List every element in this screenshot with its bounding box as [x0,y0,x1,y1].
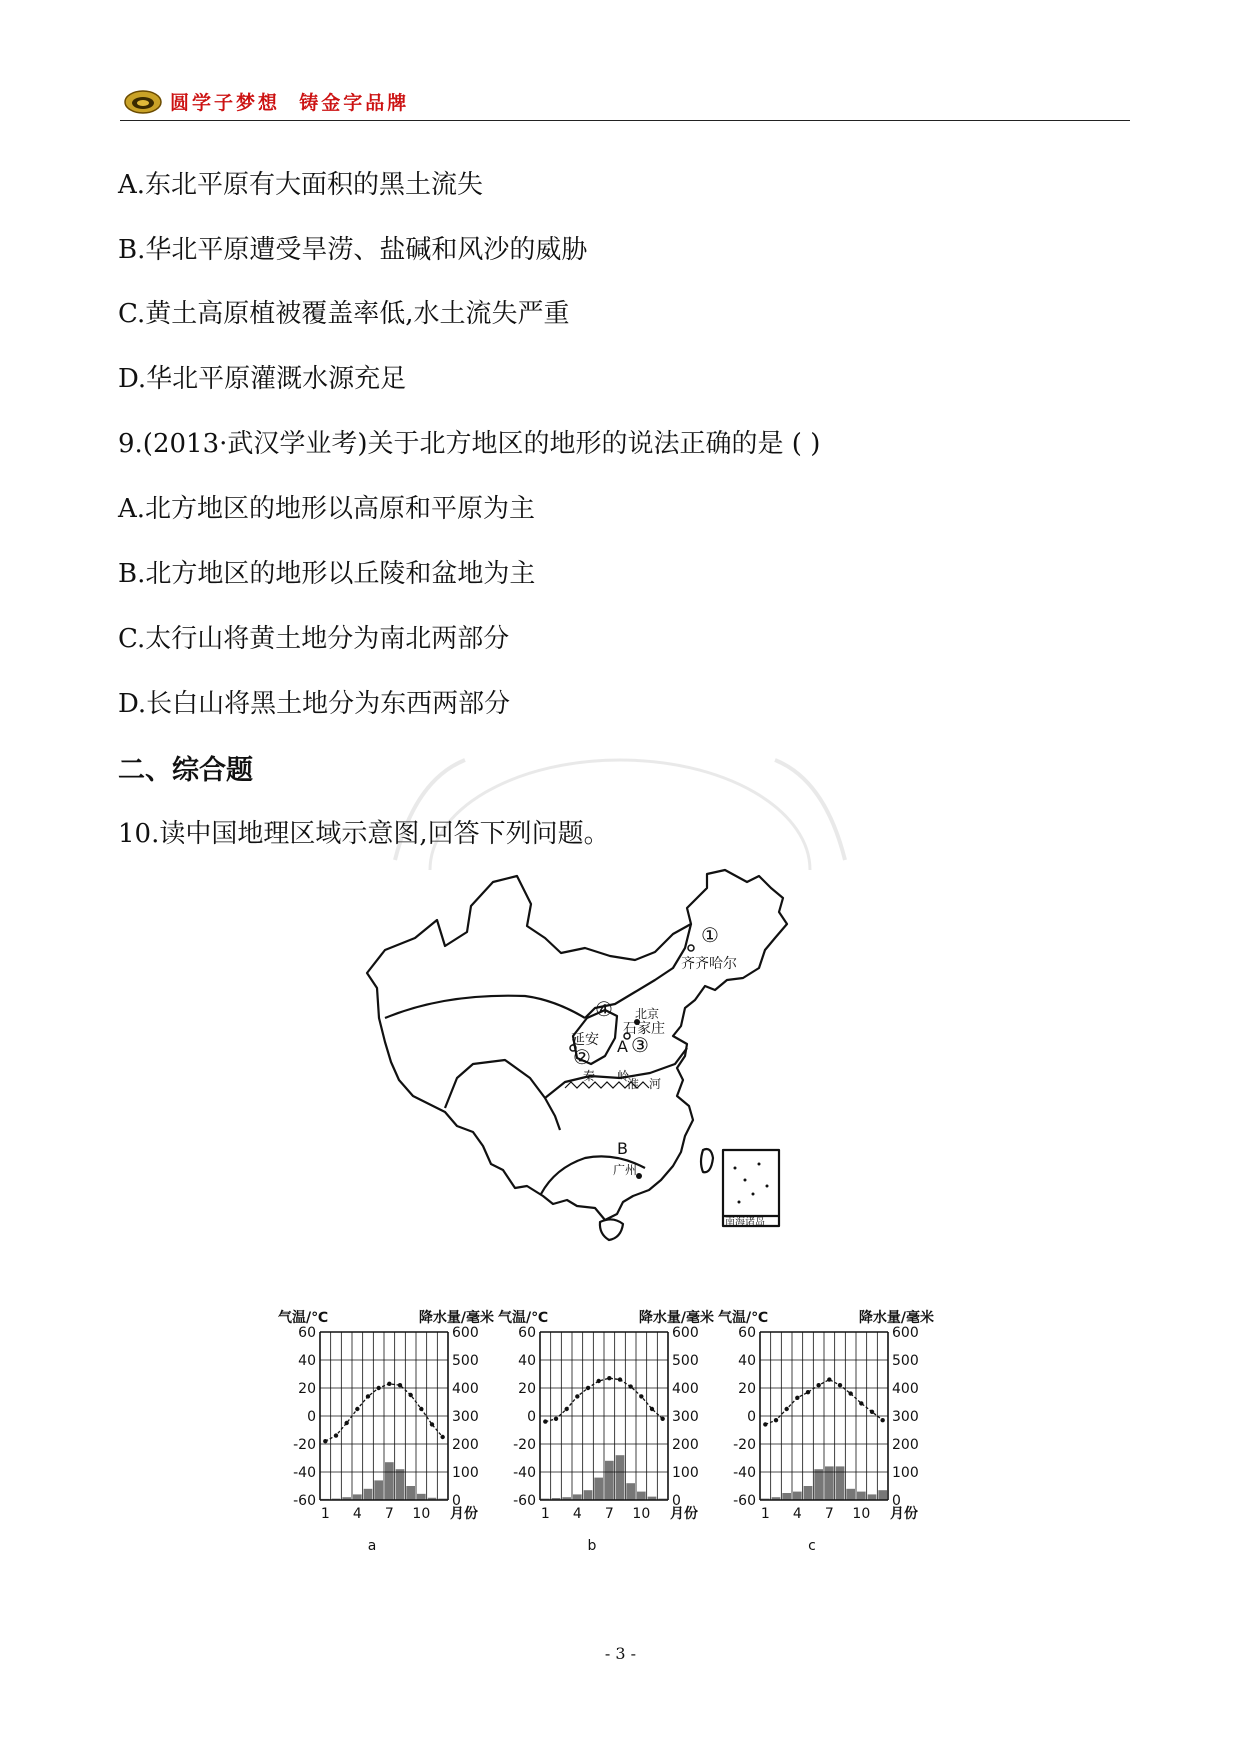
precip-bar [637,1492,646,1500]
month-tick-label: 7 [604,1506,614,1522]
temperature-point [387,1382,391,1386]
precip-bar [584,1490,593,1500]
label-qinling-b: 岭 [617,1069,630,1083]
option-line: A.北方地区的地形以高原和平原为主 [118,494,536,524]
temp-tick-label: -40 [293,1465,316,1481]
precip-tick-label: 400 [452,1381,479,1397]
precip-axis-title: 降水量/毫米 [638,1310,714,1326]
precip-tick-label: 400 [892,1381,919,1397]
precip-tick-label: 100 [672,1465,699,1481]
temp-tick-label: 20 [738,1381,756,1397]
precip-tick-label: 600 [892,1325,919,1341]
precip-axis-title: 降水量/毫米 [858,1310,934,1326]
temp-tick-label: -20 [733,1437,756,1453]
precip-tick-label: 200 [452,1437,479,1453]
month-tick-label: 10 [632,1506,651,1522]
temp-tick-label: 0 [527,1409,536,1425]
header-slogan: 圆学子梦想 铸金字品牌 [170,92,410,114]
precip-tick-label: 400 [672,1381,699,1397]
climate-chart-a [278,1292,498,1562]
precip-bar [353,1494,362,1500]
precip-bar [846,1489,855,1500]
temperature-point [440,1435,444,1439]
section-title: 二、综合题 [118,755,253,786]
marker-1: ① [701,923,719,947]
temperature-point [848,1391,852,1395]
precip-bar [616,1455,625,1500]
page-number: - 3 - [604,1644,637,1663]
temp-axis-title: 气温/℃ [498,1310,549,1326]
precip-axis-title: 降水量/毫米 [418,1310,494,1326]
label-shijiazhuang: 石家庄 [623,1021,665,1037]
temp-tick-label: 40 [298,1353,316,1369]
precip-tick-label: 500 [892,1353,919,1369]
temperature-point [564,1407,568,1411]
precip-tick-label: 0 [892,1493,901,1509]
temperature-point [870,1410,874,1414]
precip-bar [573,1494,582,1500]
temperature-point [816,1383,820,1387]
temperature-point [596,1379,600,1383]
page-header [120,86,1130,121]
precip-bar [857,1492,866,1500]
temp-tick-label: -60 [513,1493,536,1509]
temperature-point [763,1422,767,1426]
temperature-point [806,1390,810,1394]
precip-tick-label: 300 [452,1409,479,1425]
question-10: 10.读中国地理区域示意图,回答下列问题。 [118,819,610,849]
nanhai-inset [723,1150,779,1226]
month-axis-title: 月份 [670,1506,698,1522]
precip-tick-label: 0 [452,1493,461,1509]
marker-2: ② [573,1045,591,1069]
temp-axis-title: 气温/℃ [278,1310,329,1326]
precip-bar [782,1493,791,1500]
temp-tick-label: 40 [738,1353,756,1369]
label-beijing: 北京 [635,1007,660,1021]
precip-bar [385,1462,394,1500]
qinling-huaihe-line [545,1048,687,1098]
temp-tick-label: -60 [733,1493,756,1509]
month-tick-label: 7 [384,1506,394,1522]
temp-tick-label: 60 [298,1325,316,1341]
temperature-point [628,1384,632,1388]
temperature-point [586,1386,590,1390]
temperature-point [430,1422,434,1426]
taiwan-island [701,1149,713,1172]
precip-tick-label: 100 [892,1465,919,1481]
temperature-point [366,1394,370,1398]
precip-tick-label: 500 [452,1353,479,1369]
option-line: D.华北平原灌溉水源充足 [118,364,407,394]
temperature-point [554,1417,558,1421]
temperature-point [323,1439,327,1443]
northwest-boundary [385,996,585,1018]
label-huaihe-b: 河 [649,1077,662,1091]
label-qinling-a: 秦 [583,1069,596,1083]
temperature-point [838,1383,842,1387]
option-line: B.北方地区的地形以丘陵和盆地为主 [118,559,536,589]
precip-bar [836,1466,845,1500]
month-tick-label: 4 [352,1506,362,1522]
precip-tick-label: 300 [672,1409,699,1425]
temp-tick-label: 20 [298,1381,316,1397]
temperature-point [376,1386,380,1390]
temperature-point [543,1419,547,1423]
temperature-point [408,1393,412,1397]
precip-tick-label: 100 [452,1465,479,1481]
temp-tick-label: 0 [747,1409,756,1425]
month-tick-label: 1 [320,1506,330,1522]
precip-bar [605,1461,614,1500]
brand-logo-icon [124,90,162,114]
temp-tick-label: -20 [293,1437,316,1453]
temperature-point [344,1421,348,1425]
temperature-point [334,1433,338,1437]
month-tick-label: 10 [852,1506,871,1522]
month-tick-label: 1 [760,1506,770,1522]
precip-bar [594,1478,603,1500]
precip-bar [793,1492,802,1500]
precip-tick-label: 300 [892,1409,919,1425]
temperature-point [618,1377,622,1381]
temperature-point [419,1407,423,1411]
hainan-island [600,1219,623,1240]
precip-bar [626,1483,635,1500]
precip-bar [364,1489,373,1500]
temperature-point [859,1401,863,1405]
precip-bar [374,1480,383,1500]
qinghai-tibet-boundary [445,1060,560,1130]
precip-bar [804,1486,813,1500]
label-B: B [617,1139,628,1158]
climate-chart-c [718,1292,938,1562]
option-line: A.东北平原有大面积的黑土流失 [118,170,484,200]
temperature-point [784,1407,788,1411]
month-tick-label: 1 [540,1506,550,1522]
option-line: C.太行山将黄土地分为南北两部分 [118,624,510,654]
label-huaihe-a: 淮 [627,1077,640,1091]
label-A: A [617,1037,628,1056]
precip-tick-label: 600 [672,1325,699,1341]
month-tick-label: 4 [792,1506,802,1522]
precip-bar [878,1490,887,1500]
temp-tick-label: -40 [733,1465,756,1481]
temperature-point [774,1418,778,1422]
chart-label: a [367,1538,377,1554]
month-tick-label: 10 [412,1506,431,1522]
temperature-point [795,1396,799,1400]
temperature-point [575,1394,579,1398]
marker-4: ④ [595,997,613,1021]
watermark-icon [355,740,885,870]
temp-tick-label: -20 [513,1437,536,1453]
chart-label: b [587,1538,597,1554]
precip-tick-label: 200 [892,1437,919,1453]
precip-tick-label: 200 [672,1437,699,1453]
temperature-point [880,1418,884,1422]
label-yanan: 延安 [571,1032,599,1048]
temperature-point [607,1376,611,1380]
marker-3: ③ [631,1033,649,1057]
temperature-point [660,1417,664,1421]
option-line: D.长白山将黑土地分为东西两部分 [118,689,511,719]
temp-tick-label: 0 [307,1409,316,1425]
precip-bar [868,1494,877,1500]
temperature-point [398,1383,402,1387]
label-nanhai: 南海诸岛 [725,1217,765,1228]
chart-label: c [808,1538,816,1554]
month-tick-label: 4 [572,1506,582,1522]
precip-bar [814,1469,823,1500]
temp-tick-label: -60 [293,1493,316,1509]
temperature-point [639,1394,643,1398]
china-region-map [355,868,885,1268]
temp-axis-title: 气温/℃ [718,1310,769,1326]
precip-tick-label: 500 [672,1353,699,1369]
temp-tick-label: 20 [518,1381,536,1397]
month-tick-label: 7 [824,1506,834,1522]
precip-bar [417,1494,426,1500]
label-qiqihaer: 齐齐哈尔 [681,956,737,972]
label-guangzhou: 广州 [613,1163,638,1177]
option-line: C.黄土高原植被覆盖率低,水土流失严重 [118,299,570,329]
month-axis-title: 月份 [450,1506,478,1522]
temperature-point [355,1407,359,1411]
precip-bar [825,1466,834,1500]
precip-bar [406,1486,415,1500]
climate-chart-b [498,1292,718,1562]
temp-tick-label: 60 [518,1325,536,1341]
option-line: B.华北平原遭受旱涝、盐碱和风沙的威胁 [118,235,588,265]
precip-bar [396,1469,405,1500]
precip-tick-label: 0 [672,1493,681,1509]
temp-tick-label: 40 [518,1353,536,1369]
temperature-point [650,1407,654,1411]
temp-tick-label: -40 [513,1465,536,1481]
precip-tick-label: 600 [452,1325,479,1341]
month-axis-title: 月份 [890,1506,918,1522]
temperature-point [827,1377,831,1381]
temp-tick-label: 60 [738,1325,756,1341]
question-9: 9.(2013·武汉学业考)关于北方地区的地形的说法正确的是 ( ) [118,429,821,459]
